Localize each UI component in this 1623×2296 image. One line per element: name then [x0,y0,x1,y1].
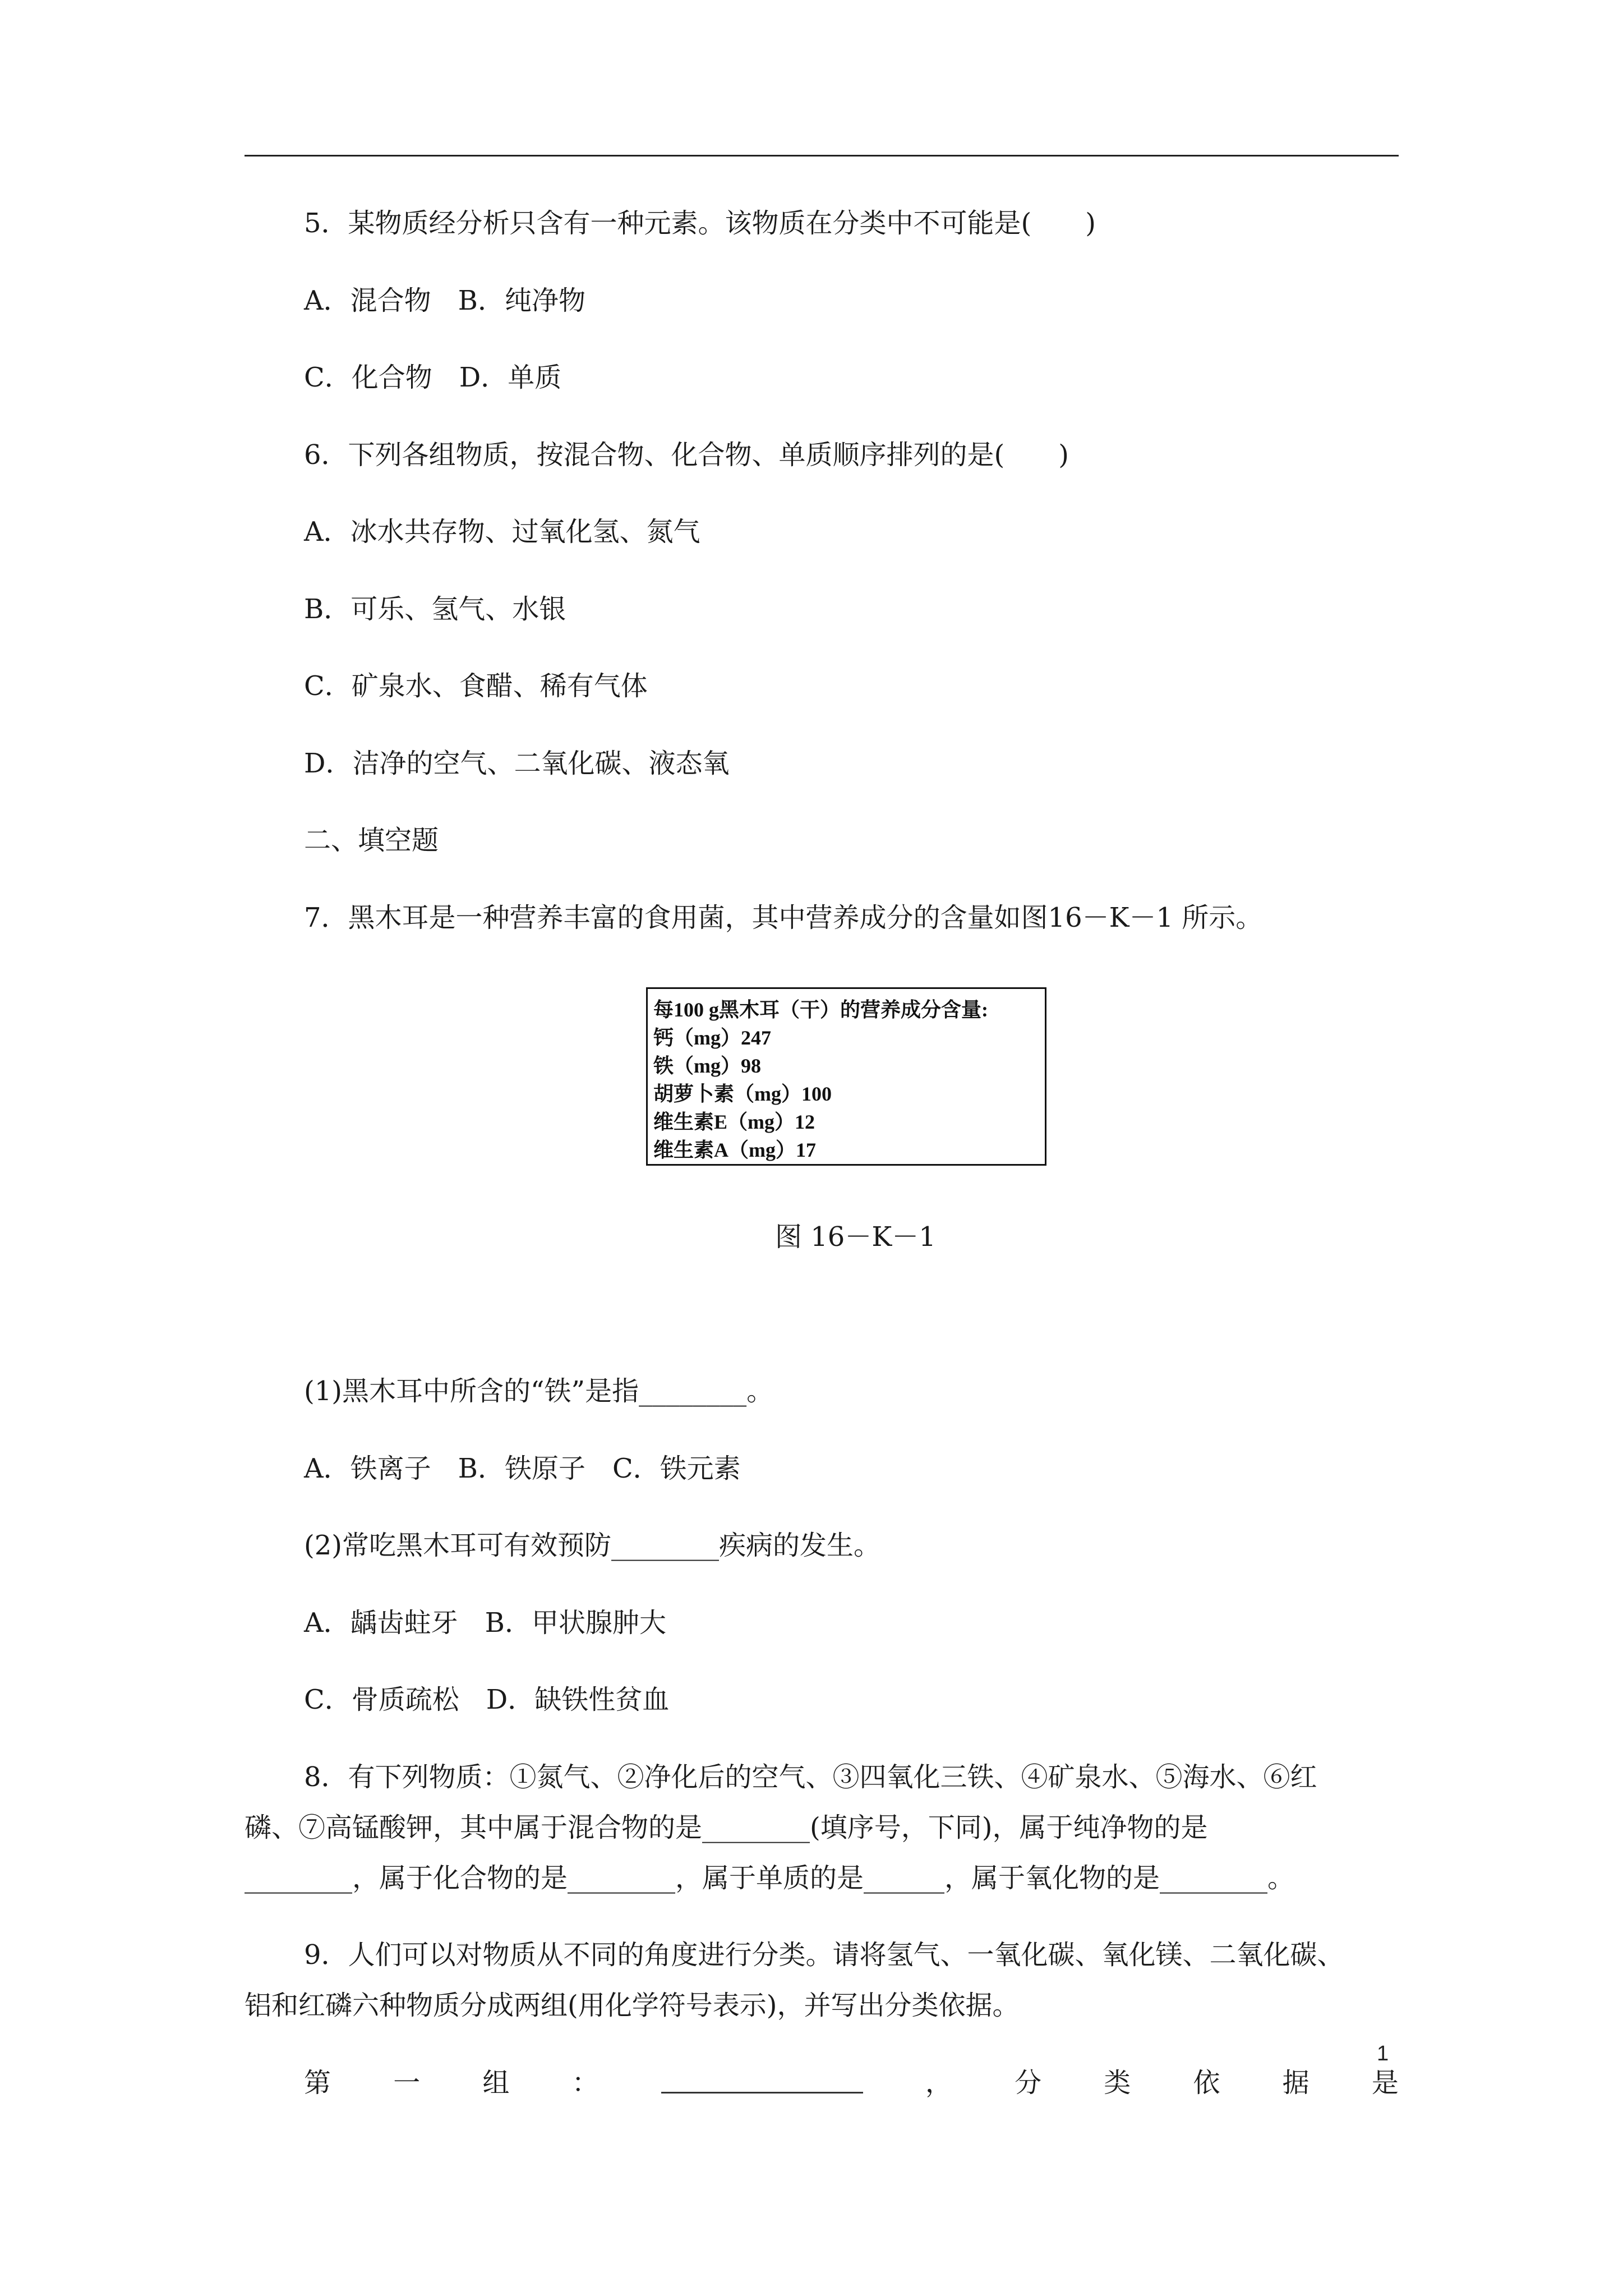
question-9-line-2: 铝和红磷六种物质分成两组(用化学符号表示)，并写出分类依据。 [245,1990,1020,2021]
figure-caption: 图 16－K－1 [775,1221,936,1253]
nutrition-row-calcium: 钙（mg）247 [653,1027,771,1049]
group-1-char: 组 [482,2067,510,2099]
question-6-option-c: C．矿泉水、食醋、稀有气体 [304,670,648,702]
nutrition-row-vitamin-e: 维生素E（mg）12 [653,1111,815,1133]
question-7-sub2-options-cd: C．骨质疏松 D．缺铁性贫血 [304,1684,670,1715]
question-7-sub1: (1)黑木耳中所含的“铁”是指________。 [304,1375,774,1407]
group-1-char: ： [571,2067,599,2099]
nutrition-figure [646,987,1046,1166]
group-1-char: 据 [1282,2067,1310,2099]
question-8-line-3: ________，属于化合物的是________，属于单质的是______，属于氧化物的是________。 [245,1862,1295,1894]
question-6-option-a: A．冰水共存物、过氧化氢、氮气 [304,516,700,547]
question-8-line-1: 8．有下列物质：①氮气、②净化后的空气、③四氧化三铁、④矿泉水、⑤海水、⑥红 [304,1761,1317,1793]
question-7-stem: 7．黑木耳是一种营养丰富的食用菌，其中营养成分的含量如图16－K－1 所示。 [304,902,1263,933]
section-title: 二、填空题 [304,825,439,856]
question-9-line-1: 9．人们可以对物质从不同的角度进行分类。请将氢气、一氧化碳、氧化镁、二氧化碳、 [304,1939,1344,1971]
question-6-option-d: D．洁净的空气、二氧化碳、液态氧 [304,748,730,779]
nutrition-row-vitamin-a: 维生素A（mg）17 [653,1139,816,1161]
question-7-sub1-options: A．铁离子 B．铁原子 C．铁元素 [304,1453,741,1484]
question-6-option-b: B．可乐、氢气、水银 [304,593,566,625]
question-7-sub2-options-ab: A．龋齿蛀牙 B．甲状腺肿大 [304,1607,666,1639]
question-6-stem: 6．下列各组物质，按混合物、化合物、单质顺序排列的是( ) [304,439,1069,471]
nutrition-figure-title: 每100 g黑木耳（干）的营养成分含量: [653,999,988,1021]
group-1-char: 依 [1193,2067,1220,2099]
header-rule [245,155,1399,157]
question-5-stem: 5．某物质经分析只含有一种元素。该物质在分类中不可能是( ) [304,208,1096,239]
question-7-sub2: (2)常吃黑木耳可有效预防________疾病的发生。 [304,1530,880,1561]
question-5-options-cd: C．化合物 D．单质 [304,362,562,393]
question-5-options-ab: A．混合物 B．纯净物 [304,285,585,316]
question-8-line-2: 磷、⑦高锰酸钾，其中属于混合物的是________(填序号，下同)，属于纯净物的是 [245,1812,1208,1843]
group-1-char: 是 [1371,2067,1399,2099]
group-1-char: ， [925,2067,952,2099]
group-1-char: 分 [1015,2067,1042,2099]
question-9-group-1-line [304,2066,1399,2100]
page-number: 1 [1377,2042,1389,2065]
nutrition-row-iron: 铁（mg）98 [653,1055,761,1077]
nutrition-row-carotene: 胡萝卜素（mg）100 [653,1083,832,1105]
group-1-char: 类 [1104,2067,1131,2099]
group-1-answer-blank [661,2066,863,2093]
group-1-char: 一 [393,2067,421,2099]
group-1-char: 第 [304,2067,331,2099]
